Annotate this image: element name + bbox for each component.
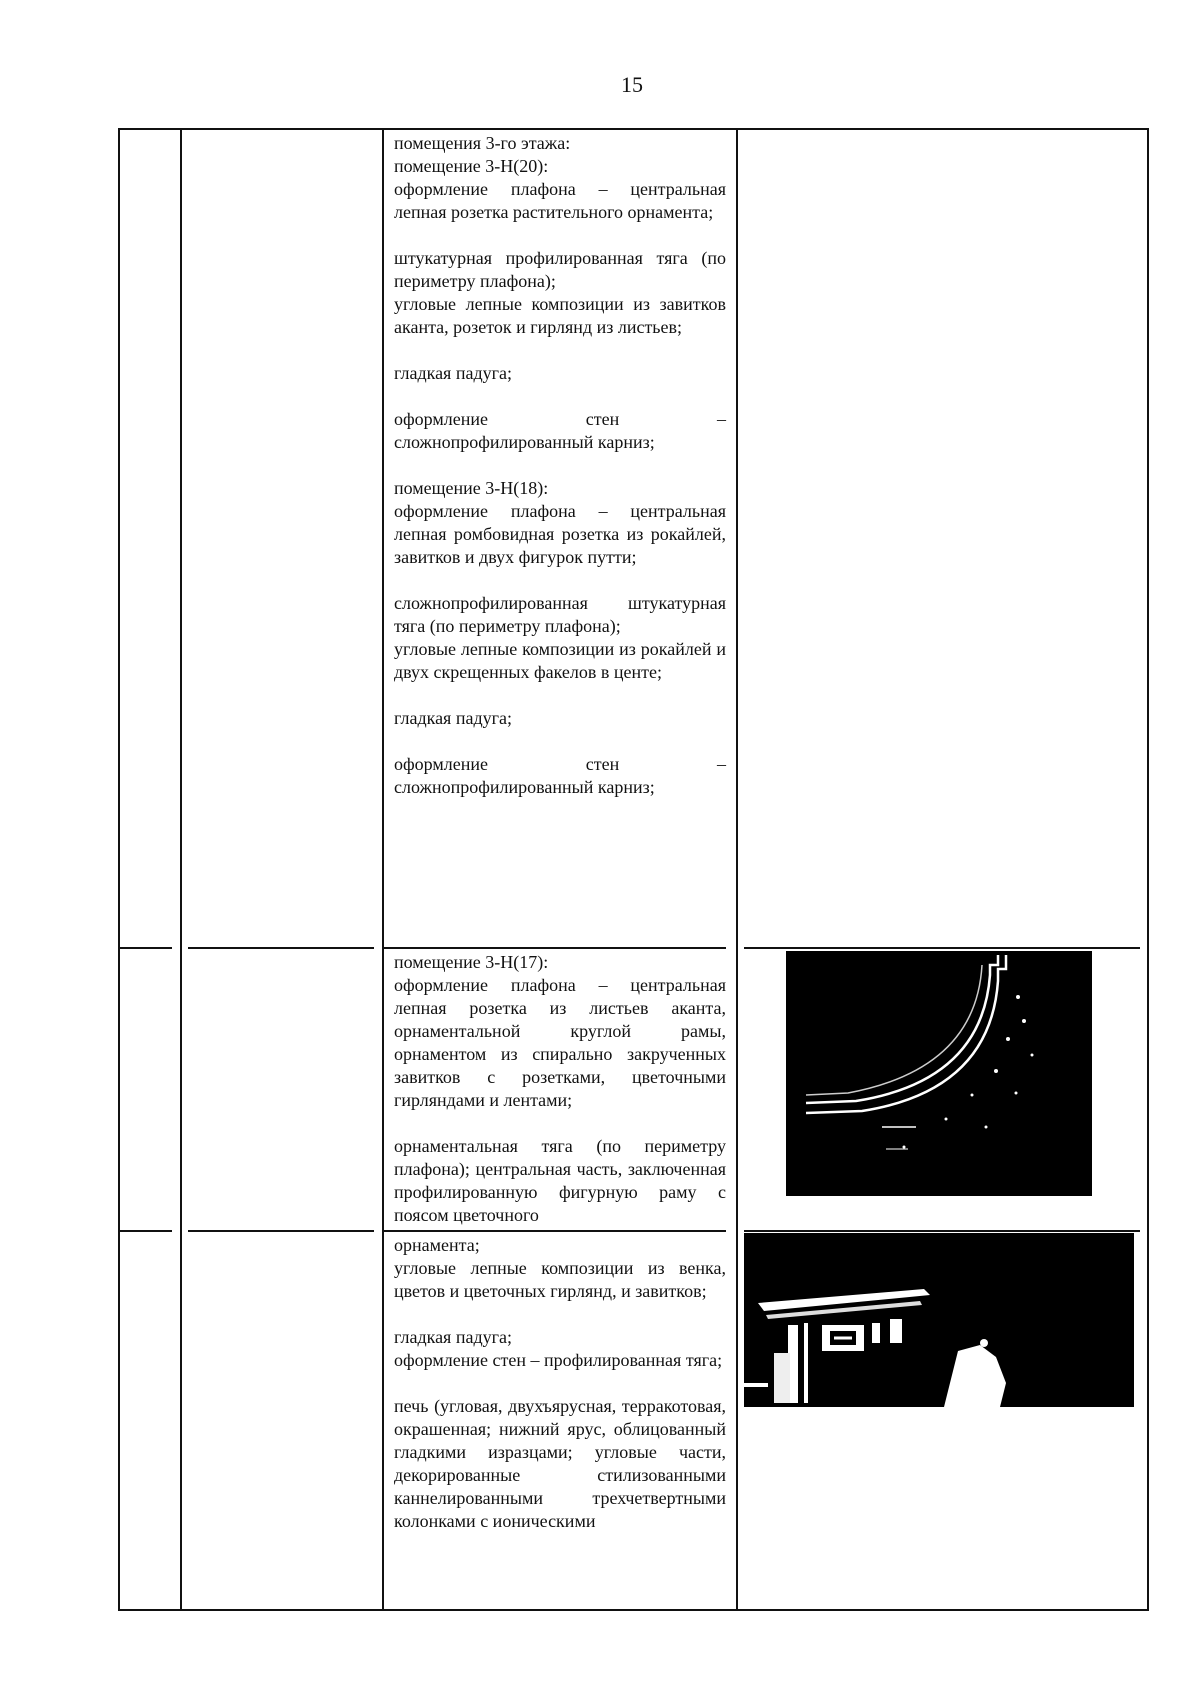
text-paragraph: печь (угловая, двухъярусная, терракотовая, окрашенная; нижний ярус, облицованный гладкими изразцами; угловые части, декорированные стилизованными каннелированными трехчетвертными колонками с ионическими <box>394 1396 726 1531</box>
text-line: помещения 3-го этажа: <box>394 133 571 153</box>
text-paragraph: штукатурная профилированная тяга (по периметру плафона); <box>394 248 726 291</box>
row-separator-1-col4 <box>744 947 1140 949</box>
text-paragraph: гладкая падуга; <box>394 363 512 383</box>
table-right-border <box>1147 128 1149 1611</box>
text-paragraph: угловые лепные композиции из венка, цветов и цветочных гирлянд, и завитков; <box>394 1258 726 1301</box>
table-top-border <box>118 128 1149 130</box>
row-separator-2-col1 <box>120 1230 172 1232</box>
stove-cornice-photo <box>744 1233 1134 1407</box>
text-line: помещение 3-Н(18): <box>394 478 549 498</box>
description-block-3 <box>394 1234 726 1533</box>
description-block-2 <box>394 951 726 1227</box>
text-paragraph: сложнопрофилированная штукатурная тяга (по периметру плафона); <box>394 593 726 636</box>
text-paragraph: оформление плафона – центральная лепная розетка из листьев аканта, орнаментальной круглой рамы, орнаментом из спирально закрученных завитков с розетками, цветочными гирляндами и лентами; <box>394 975 726 1110</box>
text-paragraph: оформление стен – сложнопрофилированный карниз; <box>394 754 726 797</box>
table-bottom-border <box>118 1609 1149 1611</box>
text-line: помещение 3-Н(17): <box>394 952 549 972</box>
row-separator-1-col2 <box>188 947 374 949</box>
row-separator-2-col4 <box>744 1230 1140 1232</box>
column-divider-1 <box>180 128 182 1611</box>
text-line: помещение 3-Н(20): <box>394 156 549 176</box>
text-paragraph: оформление стен – профилированная тяга; <box>394 1350 723 1370</box>
text-paragraph: гладкая падуга; <box>394 708 512 728</box>
page-number: 15 <box>621 72 643 97</box>
description-block-1 <box>394 132 726 822</box>
text-paragraph: оформление плафона – центральная лепная ромбовидная розетка из рокайлей, завитков и двух фигурок путти; <box>394 501 726 567</box>
text-line: орнамента; <box>394 1235 480 1255</box>
column-divider-2 <box>382 128 384 1611</box>
table-left-border <box>118 128 120 1611</box>
text-paragraph: орнаментальная тяга (по периметру плафона); центральная часть, заключенная профилированную фигурную раму с поясом цветочного <box>394 1136 726 1225</box>
text-paragraph: угловые лепные композиции из завитков аканта, розеток и гирлянд из листьев; <box>394 294 726 337</box>
row-separator-2-col2 <box>188 1230 374 1232</box>
text-paragraph: оформление плафона – центральная лепная розетка растительного орнамента; <box>394 179 726 222</box>
text-paragraph: угловые лепные композиции из рокайлей и двух скрещенных факелов в центе; <box>394 639 726 682</box>
row-separator-1-col1 <box>120 947 172 949</box>
text-paragraph: оформление стен – сложнопрофилированный карниз; <box>394 409 726 452</box>
ceiling-corner-molding-photo <box>786 951 1092 1196</box>
text-line: гладкая падуга; <box>394 1327 512 1347</box>
row-separator-2-col3 <box>382 1230 726 1232</box>
column-divider-3 <box>736 128 738 1611</box>
row-separator-1-col3 <box>382 947 726 949</box>
